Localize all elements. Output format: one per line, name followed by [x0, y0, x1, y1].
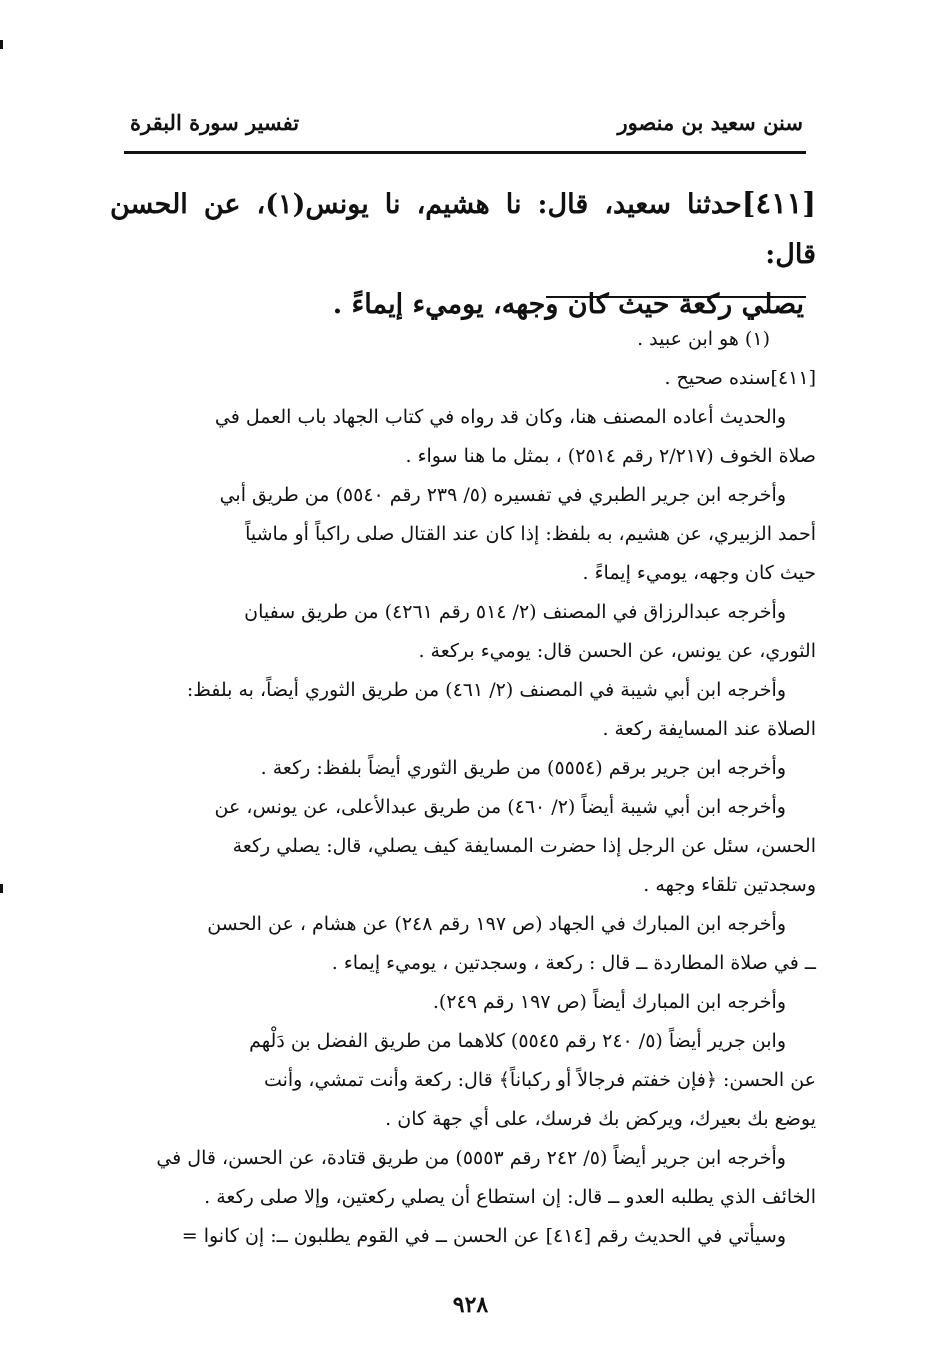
hadith-line-1	[110, 178, 816, 280]
takhrij-label: [٤١١]سنده صحيح .	[664, 367, 816, 389]
footnote-line: وأخرجه ابن جرير الطبري في تفسيره (٥/ ٢٣٩ رقم ٥٥٤٠) من طريق أبي	[219, 484, 786, 506]
footnote-divider	[546, 296, 806, 298]
footnote-line: وسجدتين تلقاء وجهه .	[643, 874, 816, 896]
footnote-line: أحمد الزبيري، عن هشيم، به بلفظ: إذا كان عند القتال صلى راكباً أو ماشياً	[245, 523, 816, 545]
hadith-number: [٤١١]	[741, 186, 816, 220]
footnote-line: وسيأتي في الحديث رقم [٤١٤] عن الحسن ــ في القوم يطلبون ــ: إن كانوا =	[181, 1225, 786, 1247]
footnote-line: الصلاة عند المسايفة ركعة .	[602, 718, 816, 740]
footnote-line: الحسن، سئل عن الرجل إذا حضرت المسايفة كيف يصلي، قال: يصلي ركعة	[232, 835, 816, 857]
footnote-line: وأخرجه ابن أبي شيبة أيضاً (٢/ ٤٦٠) من طريق عبدالأعلى، عن يونس، عن	[214, 796, 786, 818]
hadith-text	[110, 178, 816, 330]
footnote-line: وأخرجه ابن المبارك في الجهاد (ص ١٩٧ رقم ٢٤٨) عن هشام ، عن الحسن	[207, 913, 786, 935]
footnote-line: وأخرجه ابن المبارك أيضاً (ص ١٩٧ رقم ٢٤٩).	[432, 991, 786, 1013]
footnote-line: صلاة الخوف (٢/٢١٧ رقم ٢٥١٤) ، بمثل ما هنا سواء .	[405, 445, 816, 467]
section-title-header: تفسير سورة البقرة	[130, 110, 300, 135]
page-number: ٩٢٨	[452, 1292, 489, 1318]
footnotes	[110, 320, 816, 1256]
book-title-header: سنن سعيد بن منصور	[617, 110, 803, 135]
footnote-line: والحديث أعاده المصنف هنا، وكان قد رواه في كتاب الجهاد باب العمل في	[214, 406, 786, 428]
header-divider	[124, 151, 806, 154]
footnote-line: الخائف الذي يطلبه العدو ــ قال: إن استطاع أن يصلي ركعتين، وإلا صلى ركعة .	[204, 1186, 816, 1208]
footnote-line: وابن جرير أيضاً (٥/ ٢٤٠ رقم ٥٥٤٥) كلاهما من طريق الفضل بن دَلْهم	[249, 1030, 786, 1052]
scan-margin-mark	[0, 884, 3, 893]
footnote-line: الثوري، عن يونس، عن الحسن قال: يوميء بركعة .	[418, 640, 816, 662]
hadith-text-line-1: حدثنا سعيد، قال: نا هشيم، نا يونس(١)، عن الحسن قال:	[110, 189, 816, 270]
footnote-line: يوضع بك بعيرك، ويركض بك فرسك، على أي جهة كان .	[385, 1108, 816, 1130]
footnote-line: عن الحسن: ﴿فإن خفتم فرجالاً أو ركباناً﴾ قال: ركعة وأنت تمشي، وأنت	[263, 1069, 816, 1091]
footnote-line: ــ في صلاة المطاردة ــ قال : ركعة ، وسجدتين ، يوميء إيماء .	[331, 952, 816, 974]
scan-margin-mark	[0, 40, 3, 49]
hadith-text-line-2: يصلي ركعة حيث كان وجهه، يوميء إيماءً .	[332, 289, 804, 320]
footnote-line: وأخرجه ابن جرير أيضاً (٥/ ٢٤٢ رقم ٥٥٥٣) من طريق قتادة، عن الحسن، قال في	[156, 1147, 786, 1169]
footnote-line: حيث كان وجهه، يوميء إيماءً .	[582, 562, 816, 584]
footnote-line: وأخرجه ابن أبي شيبة في المصنف (٢/ ٤٦١) من طريق الثوري أيضاً، به بلفظ:	[186, 679, 786, 701]
footnote-1: (١) هو ابن عبيد .	[637, 328, 770, 350]
footnote-line: وأخرجه ابن جرير برقم (٥٥٥٤) من طريق الثوري أيضاً بلفظ: ركعة .	[260, 757, 786, 779]
footnote-line: وأخرجه عبدالرزاق في المصنف (٢/ ٥١٤ رقم ٤٢٦١) من طريق سفيان	[244, 601, 786, 623]
